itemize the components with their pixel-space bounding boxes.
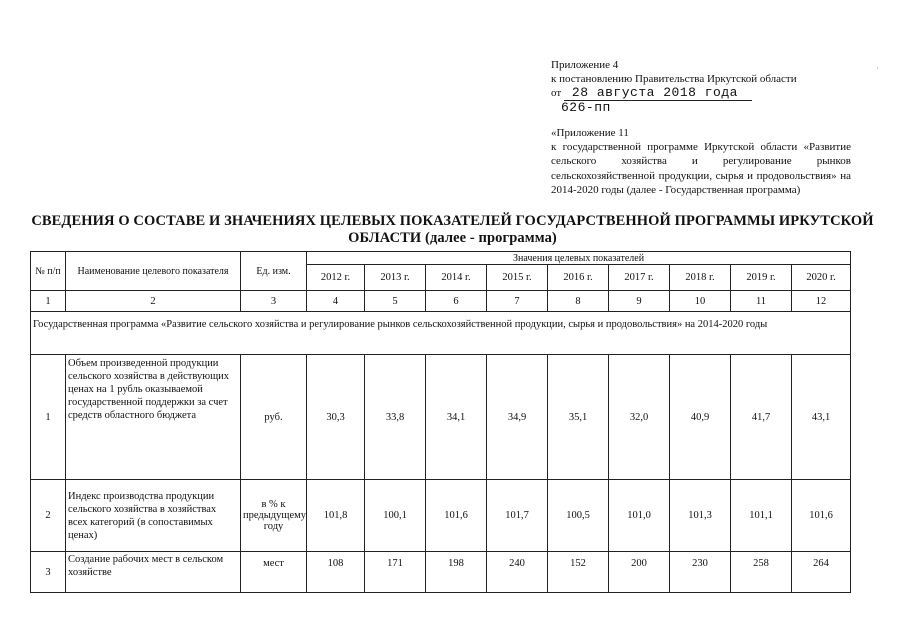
value-cell: 171 — [365, 552, 426, 593]
appendix-11-block — [551, 126, 851, 197]
value-cell: 33,8 — [365, 355, 426, 480]
appendix-4-block — [551, 58, 851, 115]
appendix-11-title: «Приложение 11 — [551, 127, 629, 139]
value-cell: 230 — [670, 552, 731, 593]
date-prefix: от — [551, 87, 562, 99]
index-cell: 5 — [365, 291, 426, 312]
index-cell: 2 — [66, 291, 241, 312]
table-row — [31, 480, 851, 552]
index-cell: 4 — [307, 291, 365, 312]
index-cell: 10 — [670, 291, 731, 312]
document-title: СВЕДЕНИЯ О СОСТАВЕ И ЗНАЧЕНИЯХ ЦЕЛЕВЫХ ПОКАЗАТЕЛЕЙ ГОСУДАРСТВЕННОЙ ПРОГРАММЫ ИРКУТСКОЙ ОБЛАСТИ (далее - программа) — [31, 213, 874, 246]
index-cell: 1 — [31, 291, 66, 312]
year-cell: 2015 г. — [487, 265, 548, 291]
indicators-table — [30, 251, 851, 593]
index-cell: 7 — [487, 291, 548, 312]
value-cell: 34,1 — [426, 355, 487, 480]
value-cell: 258 — [731, 552, 792, 593]
program-row — [31, 312, 851, 355]
value-cell: 101,8 — [307, 480, 365, 552]
index-cell: 3 — [241, 291, 307, 312]
resolution-number: 626-пп — [561, 100, 611, 115]
value-cell: 101,3 — [670, 480, 731, 552]
year-cell: 2016 г. — [548, 265, 609, 291]
year-cell: 2017 г. — [609, 265, 670, 291]
value-cell: 32,0 — [609, 355, 670, 480]
row-indicator-name: Индекс производства продукции сельского хозяйства в хозяйствах всех категорий (в сопоставимых ценах) — [66, 480, 241, 552]
appendix-11-description: к государственной программе Иркутской области «Развитие сельского хозяйства и регулирование рынков сельскохозяйственной продукции, сырья и продовольствия» на 2014-2020 годы (далее - Государственная программа) — [551, 141, 851, 196]
row-unit: мест — [241, 552, 307, 593]
scan-mark: · — [876, 63, 879, 73]
header-num: № п/п — [31, 252, 66, 291]
value-cell: 200 — [609, 552, 670, 593]
column-index-row — [31, 291, 851, 312]
year-cell: 2013 г. — [365, 265, 426, 291]
value-cell: 41,7 — [731, 355, 792, 480]
row-num: 3 — [31, 552, 66, 593]
value-cell: 152 — [548, 552, 609, 593]
value-cell: 40,9 — [670, 355, 731, 480]
value-cell: 101,7 — [487, 480, 548, 552]
value-cell: 101,6 — [792, 480, 851, 552]
value-cell: 34,9 — [487, 355, 548, 480]
value-cell: 240 — [487, 552, 548, 593]
index-cell: 6 — [426, 291, 487, 312]
program-title-cell: Государственная программа «Развитие сельского хозяйства и регулирование рынков сельскохозяйственной продукции, сырья и продовольствия» на 2014-2020 годы — [31, 312, 851, 355]
value-cell: 101,1 — [731, 480, 792, 552]
value-cell: 108 — [307, 552, 365, 593]
row-unit: в % к предыдущему году — [241, 480, 307, 552]
row-unit: руб. — [241, 355, 307, 480]
value-cell: 100,1 — [365, 480, 426, 552]
row-num: 1 — [31, 355, 66, 480]
index-cell: 8 — [548, 291, 609, 312]
header-row-top — [31, 252, 851, 265]
appendix-4-date-row — [551, 86, 851, 101]
year-cell: 2014 г. — [426, 265, 487, 291]
year-cell: 2020 г. — [792, 265, 851, 291]
appendix-4-title: Приложение 4 — [551, 59, 619, 71]
value-cell: 30,3 — [307, 355, 365, 480]
value-cell: 43,1 — [792, 355, 851, 480]
row-indicator-name: Объем произведенной продукции сельского хозяйства в действующих ценах на 1 рубль оказываемой государственной поддержки за счет средств областного бюджета — [66, 355, 241, 480]
value-cell: 101,0 — [609, 480, 670, 552]
appendix-4-resolution: к постановлению Правительства Иркутской области — [551, 73, 797, 85]
year-cell: 2012 г. — [307, 265, 365, 291]
value-cell: 100,5 — [548, 480, 609, 552]
row-num: 2 — [31, 480, 66, 552]
value-cell: 101,6 — [426, 480, 487, 552]
index-cell: 9 — [609, 291, 670, 312]
value-cell: 35,1 — [548, 355, 609, 480]
value-cell: 198 — [426, 552, 487, 593]
index-cell: 11 — [731, 291, 792, 312]
year-cell: 2019 г. — [731, 265, 792, 291]
year-cell: 2018 г. — [670, 265, 731, 291]
row-indicator-name: Создание рабочих мест в сельском хозяйстве — [66, 552, 241, 593]
value-cell: 264 — [792, 552, 851, 593]
table-row — [31, 552, 851, 593]
header-name: Наименование целевого показателя — [66, 252, 241, 291]
index-cell: 12 — [792, 291, 851, 312]
header-unit: Ед. изм. — [241, 252, 307, 291]
header-values: Значения целевых показателей — [307, 252, 851, 265]
table-row — [31, 355, 851, 480]
resolution-date: 28 августа 2018 года — [564, 86, 752, 101]
